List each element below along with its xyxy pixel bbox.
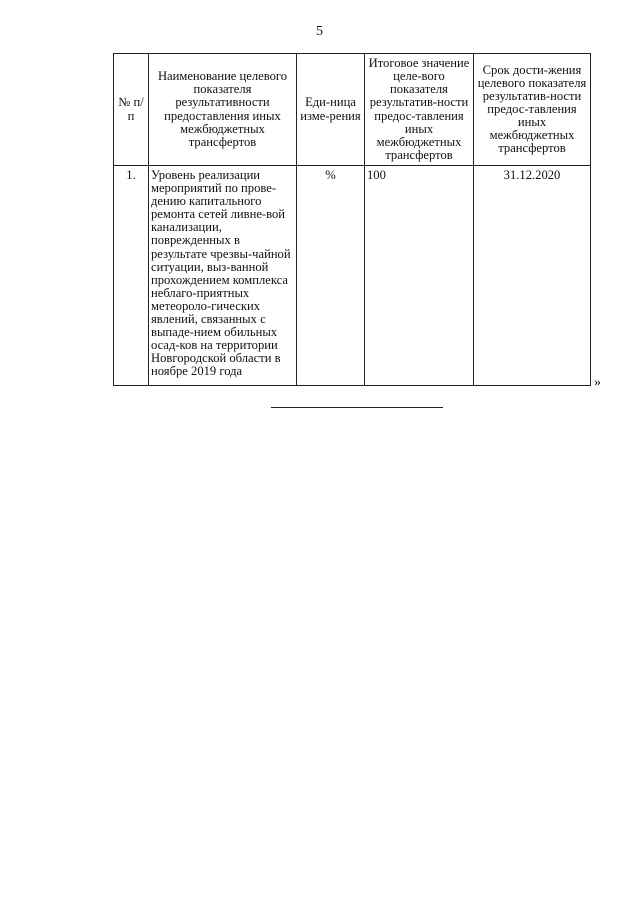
row-indicator-name: Уровень реализации мероприятий по прове-дению капитального ремонта сетей ливне-вой канализации, поврежденных в результате чрезвы-чайной ситуации, выз-ванной прохождением комплекса неблаго-приятных метеороло-гических явлений, связанных с выпаде-нием обильных осад-ков на территории Новгородской области в ноябре 2019 года: [149, 166, 297, 386]
table-row: [114, 166, 591, 386]
header-indicator-name: Наименование целевого показателя результативности предоставления иных межбюджетных трансфертов: [149, 54, 297, 166]
closing-quote: »: [594, 375, 601, 390]
header-unit: Еди-ница изме-рения: [297, 54, 365, 166]
row-final-value: 100: [365, 166, 474, 386]
row-unit: %: [297, 166, 365, 386]
table-header-row: [114, 54, 591, 166]
target-indicators-table: [113, 53, 591, 386]
header-final-value: Итоговое значение целе-вого показателя результатив-ности предос-тавления иных межбюджетных трансфертов: [365, 54, 474, 166]
separator-line: [271, 407, 443, 408]
row-number: 1.: [114, 166, 149, 386]
row-deadline: 31.12.2020: [474, 166, 591, 386]
header-deadline: Срок дости-жения целевого показателя результатив-ности предос-тавления иных межбюджетных трансфертов: [474, 54, 591, 166]
page-number: 5: [316, 24, 323, 39]
header-number: № п/п: [114, 54, 149, 166]
